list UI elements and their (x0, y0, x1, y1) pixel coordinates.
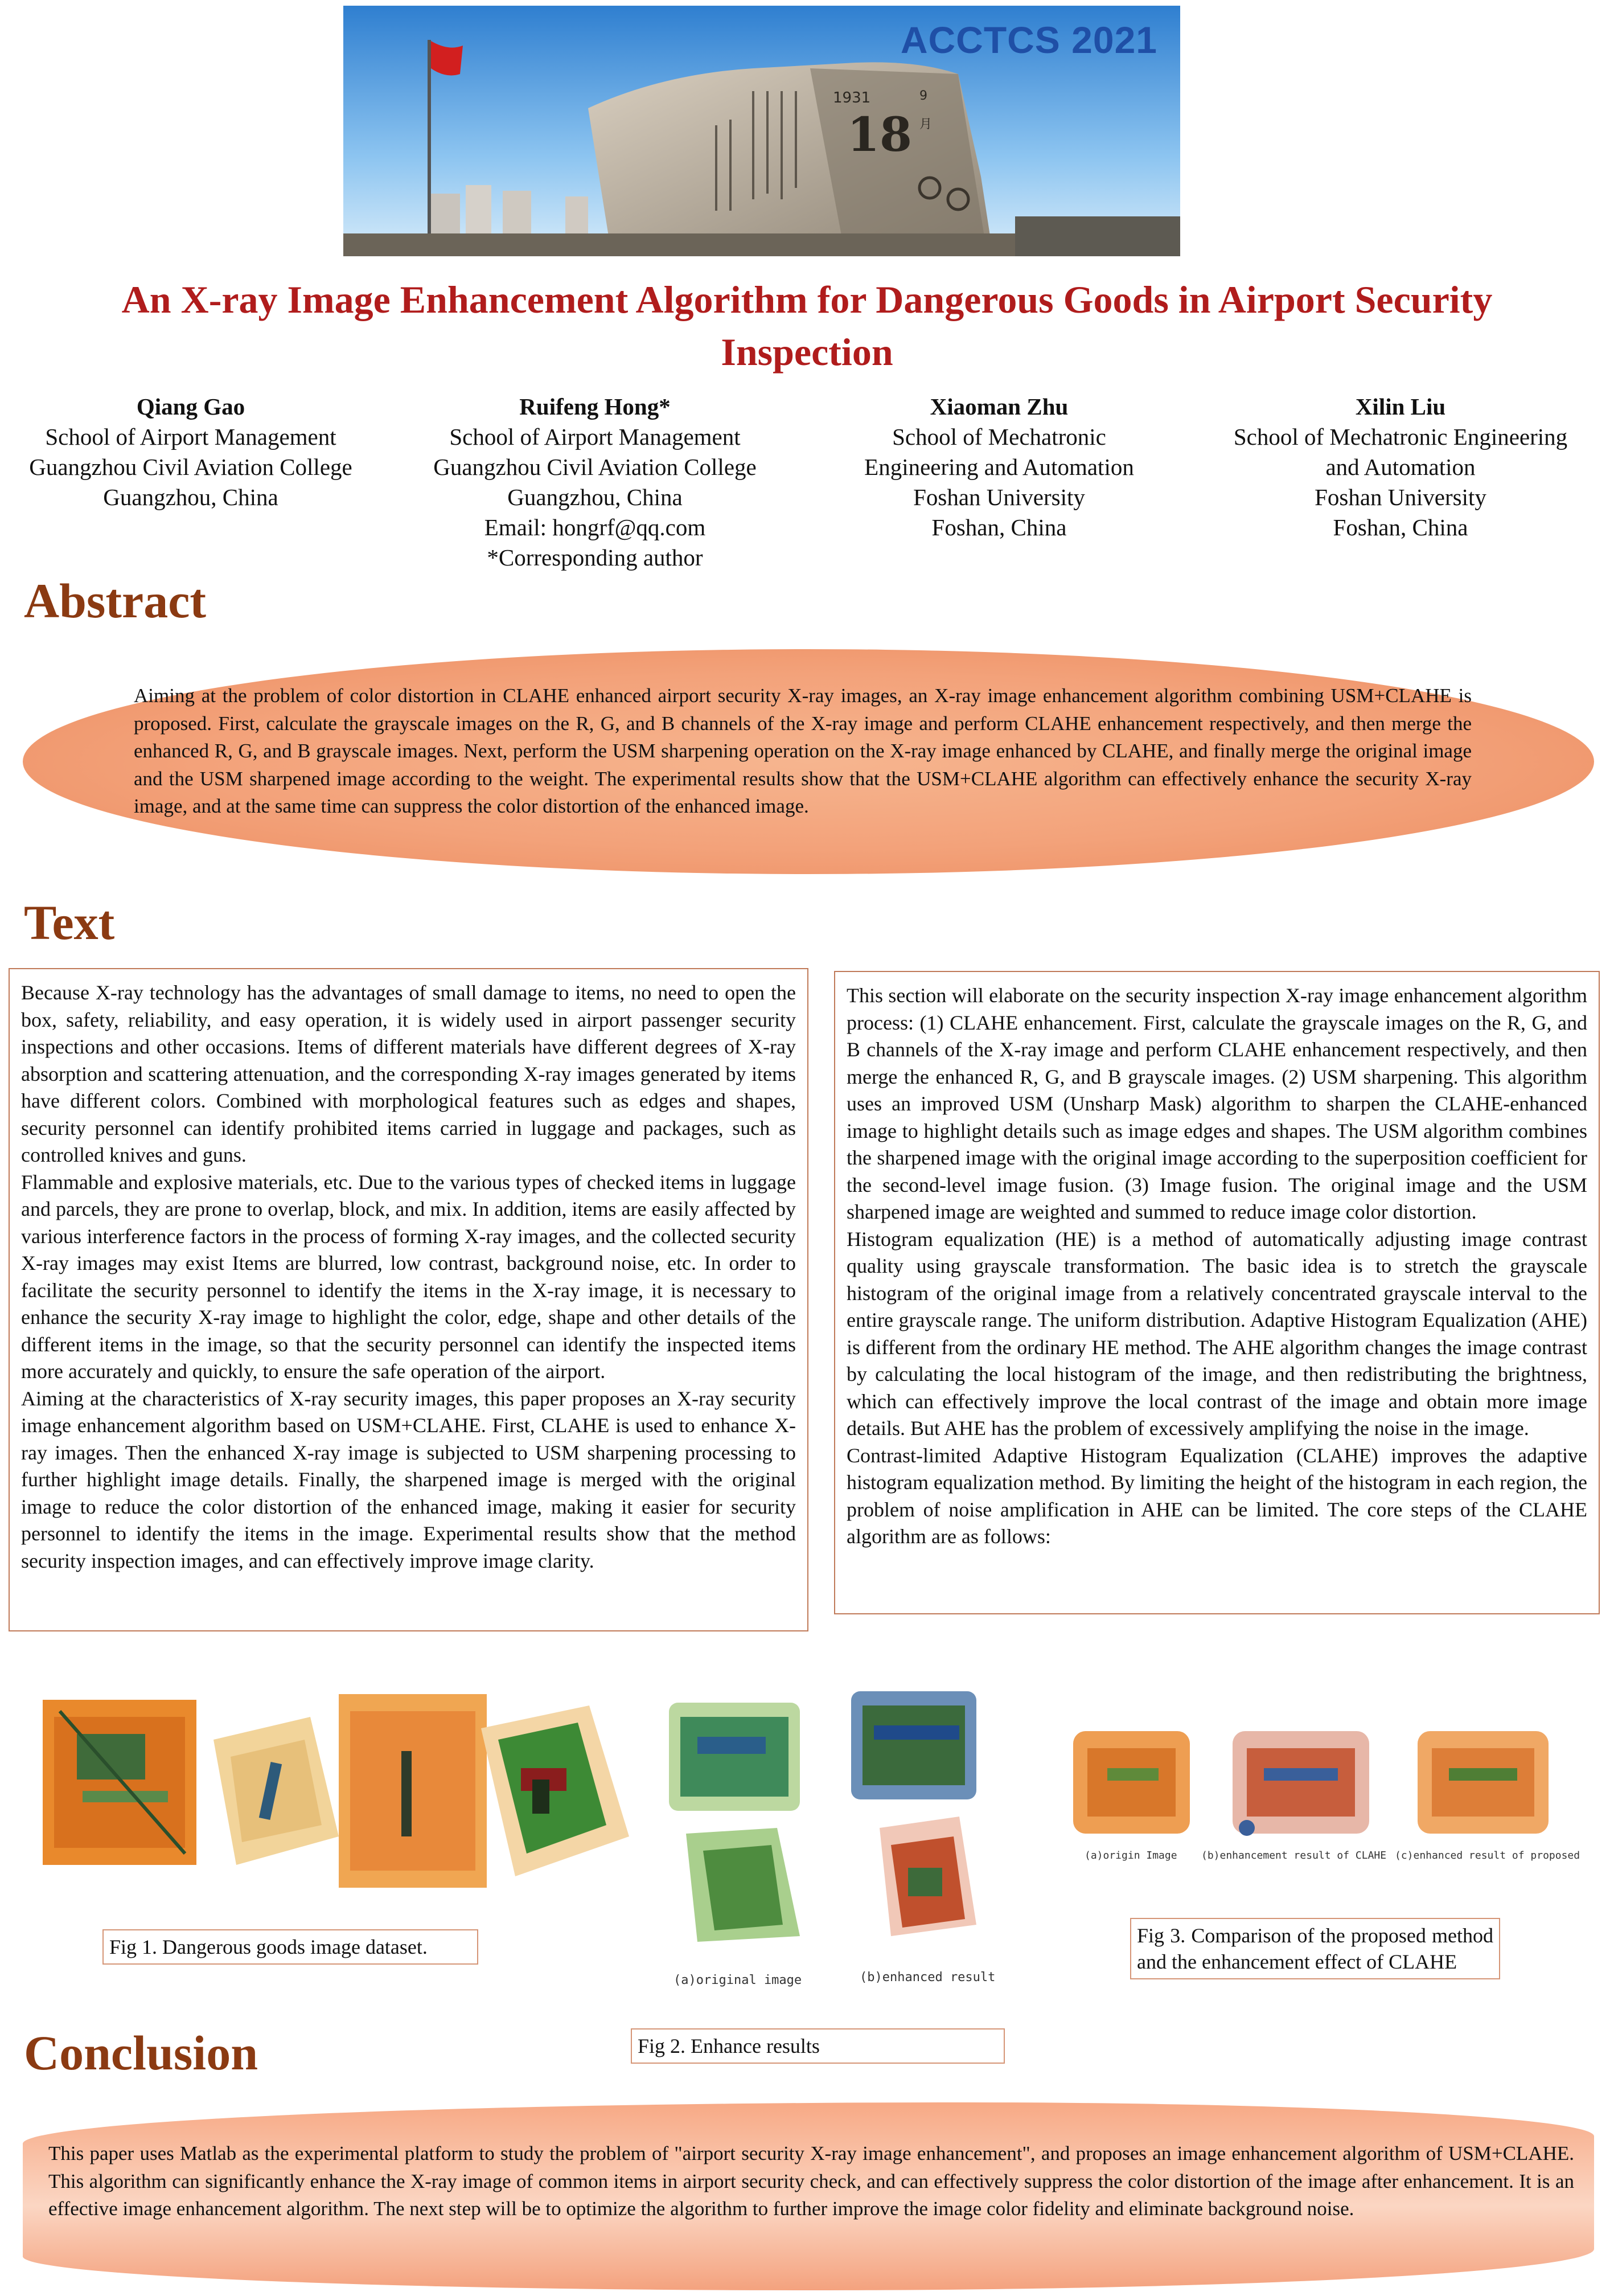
author-location: Foshan, China (931, 514, 1067, 540)
xray-bag-image (43, 1700, 196, 1865)
fig1-image-strip (43, 1694, 635, 1899)
text-box-left (9, 968, 808, 1631)
paragraph: Contrast-limited Adaptive Histogram Equalization (CLAHE) improves the adaptive histogram equalization method. By limiting the height of the histogram in each region, the problem of noise amplification in AHE can be limited. The core steps of the CLAHE algorithm are as follows: (847, 1444, 1587, 1548)
page-title: An X-ray Image Enhancement Algorithm for Dangerous Goods in Airport Security Inspection (121, 278, 1493, 374)
paragraph: This section will elaborate on the security inspection X-ray image enhancement algorithm process: (1) CLAHE enhancement. First, calculate the grayscale images on the R, G, and B channels of the X-ray image and perform CLAHE enhancement respectively, and then merge the enhanced R, G, and B grayscale images. (2) USM sharpening. This algorithm uses an improved USM (Unsharp Mask) algorithm to sharpen the CLAHE-enhanced image to highlight details such as image edges and shapes. The USM algorithm combines the sharpened image with the original image according to the superposition coefficient for the second-level image fusion. (3) Image fusion. The original image and the USM sharpened image are weighted and summed to reduce image color distortion. (847, 984, 1587, 1223)
xray-original-image (686, 1828, 800, 1942)
author-affiliation: and Automation (1325, 454, 1476, 480)
author-4 (1201, 392, 1600, 543)
author-affiliation: Foshan University (1315, 484, 1486, 510)
svg-text:1931: 1931 (833, 89, 871, 106)
xray-bag-image (481, 1705, 629, 1876)
fig3-subcaption-a: (a)origin Image (1085, 1850, 1177, 1862)
xray-bag-image (339, 1694, 487, 1888)
text-box-right (834, 971, 1600, 1614)
author-affiliation: School of Airport Management (45, 424, 336, 450)
fig2-subcaption-b: (b)enhanced result (860, 1970, 996, 1985)
fig2-caption: Fig 2. Enhance results (631, 2028, 1005, 2064)
author-affiliation: Guangzhou Civil Aviation College (433, 454, 757, 480)
xray-clahe-image (1233, 1731, 1369, 1836)
xray-enhanced-image (880, 1817, 976, 1936)
author-affiliation: Engineering and Automation (864, 454, 1134, 480)
svg-text:月: 月 (919, 117, 933, 132)
author-affiliation: School of Mechatronic Engineering (1233, 424, 1568, 450)
xray-bag-image (213, 1717, 339, 1865)
conclusion-text: This paper uses Matlab as the experimental platform to study the problem of "airport security X-ray image enhancement", and proposes an image enhancement algorithm of USM+CLAHE. This algorithm can significantly enhance the X-ray image of common items in airport security check, and can effectively suppress the color distortion of the image after enhancement. It is an effective image enhancement algorithm. The next step will be to optimize the algorithm to further improve the image color fidelity and eliminate background noise. (48, 2142, 1574, 2220)
xray-proposed-image (1418, 1731, 1549, 1834)
fig2-image-grid (663, 1686, 982, 1970)
svg-text:18: 18 (847, 108, 913, 162)
author-email: Email: hongrf@qq.com (484, 514, 706, 540)
author-1 (0, 392, 381, 512)
author-name: Ruifeng Hong* (519, 393, 671, 420)
author-2 (404, 392, 786, 573)
text-heading: Text (24, 895, 115, 950)
author-affiliation: School of Airport Management (449, 424, 741, 450)
author-name: Qiang Gao (136, 393, 245, 420)
svg-text:9: 9 (919, 89, 927, 103)
corresponding-note: *Corresponding author (487, 544, 703, 571)
fig3-subcaption-c: (c)enhanced result of proposed (1395, 1850, 1580, 1862)
author-location: Guangzhou, China (507, 484, 683, 510)
paragraph: Flammable and explosive materials, etc. Due to the various types of checked items in luggage and parcels, they are prone to overlap, block, and mix. In addition, items are easily affected by various interference factors in the process of forming X-ray images, and the collected security X-ray images may exist Items are blurred, low contrast, background noise, etc. In order to facilitate the security personnel to identify the items in the X-ray image, it is necessary to enhance the security X-ray image to highlight the color, edge, shape and other details of the different items in the image, so that the security personnel can identify the inspected items more accurately and quickly, to ensure the safe operation of the airport. (21, 1170, 796, 1383)
author-affiliation: School of Mechatronic (892, 424, 1106, 450)
xray-enhanced-image (851, 1691, 976, 1799)
author-name: Xilin Liu (1355, 393, 1446, 420)
conference-name: ACCTCS 2021 (900, 19, 1157, 61)
xray-origin-image (1073, 1731, 1190, 1834)
paragraph: Histogram equalization (HE) is a method of automatically adjusting image contrast quality using grayscale transformation. The basic idea is to stretch the grayscale histogram of the original image from a relatively concentrated grayscale interval to the entire grayscale range. The uniform distribution. Adaptive Histogram Equalization (AHE) is different from the ordinary HE method. The AHE algorithm changes the image contrast by calculating the local histogram of the image, and then redistributing the brightness, which can effectively improve the local contrast of the image and obtain more image details. But AHE has the problem of excessively amplifying the noise in the image. (847, 1227, 1587, 1440)
conclusion-heading: Conclusion (24, 2026, 258, 2080)
fig3-subcaption-b: (b)enhancement result of CLAHE (1201, 1850, 1387, 1862)
fig2-subcaption-a: (a)original image (673, 1973, 802, 1987)
author-affiliation: Foshan University (913, 484, 1085, 510)
author-location: Foshan, China (1333, 514, 1468, 540)
header-banner (343, 6, 1180, 256)
author-name: Xiaoman Zhu (930, 393, 1069, 420)
author-affiliation: Guangzhou Civil Aviation College (29, 454, 352, 480)
author-location: Guangzhou, China (103, 484, 278, 510)
abstract-text: Aiming at the problem of color distortion in CLAHE enhanced airport security X-ray images, an X-ray image enhancement algorithm combining USM+CLAHE is proposed. First, calculate the grayscale images on the R, G, and B channels of the X-ray image and perform CLAHE enhancement respectively, and then merge the enhanced R, G, and B grayscale images. Next, perform the USM sharpening operation on the X-ray image enhanced by CLAHE, and finally merge the original image and the USM sharpened image according to the weight. The experimental results show that the USM+CLAHE algorithm can effectively enhance the security X-ray image, and at the same time can suppress the color distortion of the enhanced image. (134, 684, 1472, 817)
xray-original-image (669, 1703, 800, 1811)
paragraph: Because X-ray technology has the advantages of small damage to items, no need to open the box, safety, reliability, and easy operation, it is widely used in airport passenger security inspections and other occasions. Items of different materials have different degrees of X-ray absorption and scattering attenuation, and the corresponding X-ray images generated by items have different colors. Combined with morphological features such as edges and shapes, security personnel can identify prohibited items carried in luggage and packages, such as controlled knives and guns. (21, 981, 796, 1166)
fig3-image-strip (1067, 1720, 1568, 1842)
paragraph: Aiming at the characteristics of X-ray security images, this paper proposes an X-ray security image enhancement algorithm based on USM+CLAHE. First, CLAHE is used to enhance X-ray images. Then the enhanced X-ray image is subjected to USM sharpening processing to further highlight image details. Finally, the sharpened image is merged with the original image to reduce the color distortion of the enhanced image, making it easier for security personnel to identify the items in the image. Experimental results show that the method security inspection images, and can effectively improve image clarity. (21, 1387, 796, 1572)
fig3-caption: Fig 3. Comparison of the proposed method and the enhancement effect of CLAHE (1130, 1918, 1500, 1979)
abstract-heading: Abstract (24, 573, 207, 628)
fig1-caption: Fig 1. Dangerous goods image dataset. (102, 1929, 478, 1965)
author-3 (808, 392, 1190, 543)
